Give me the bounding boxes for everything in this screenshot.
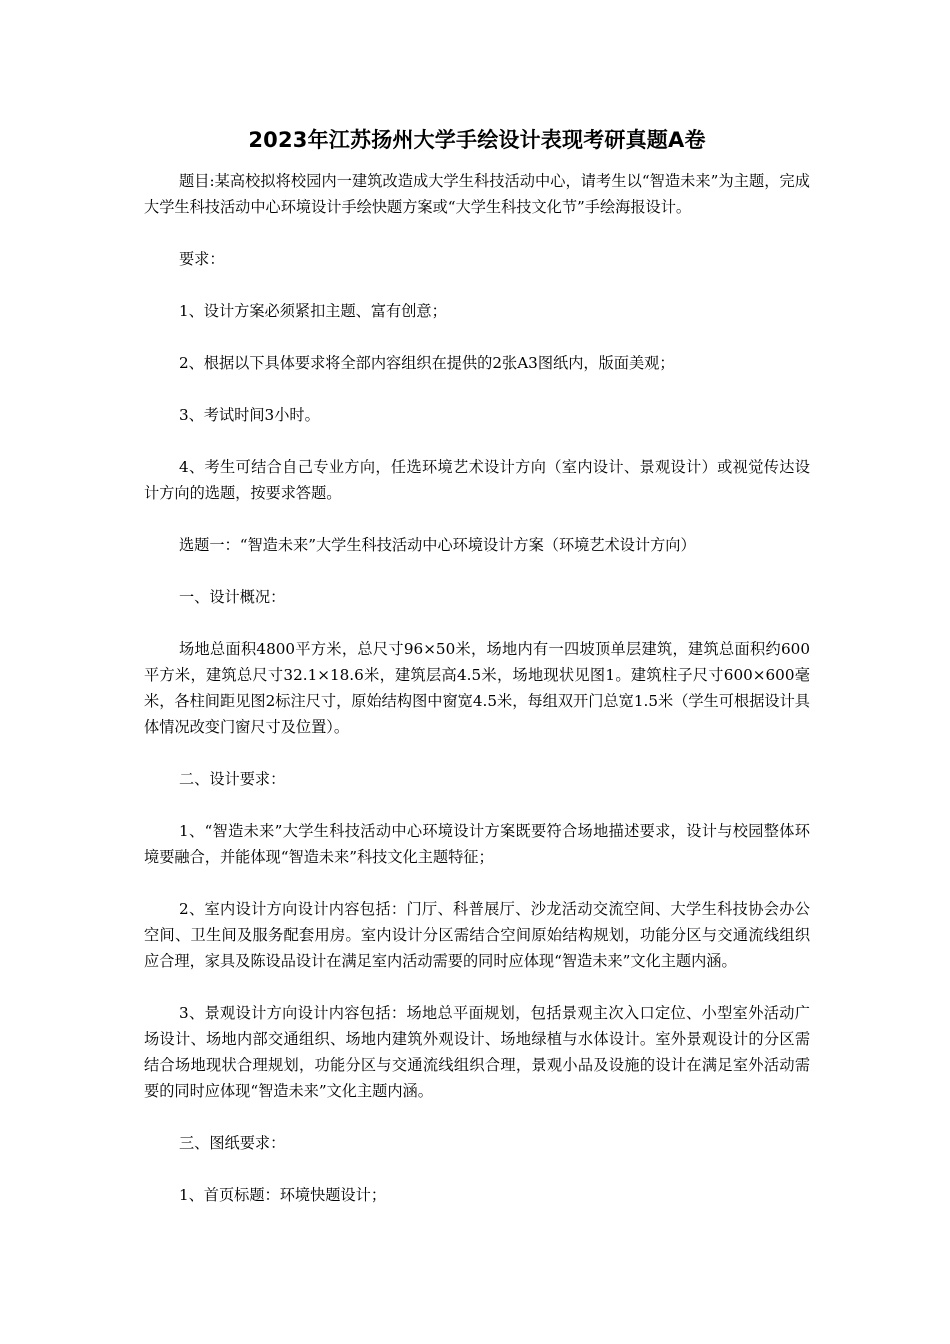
paragraph-requirements-heading: 要求： — [178, 250, 225, 268]
document-title: 2023年江苏扬州大学手绘设计表现考研真题A卷 — [248, 128, 706, 152]
section-heading-design-requirements: 二、设计要求： — [178, 770, 286, 788]
paragraph-design-requirement-1: 1、“智造未来”大学生科技活动中心环境设计方案既要符合场地描述要求，设计与校园整体环境要融合，并能体现“智造未来”科技文化主题特征； — [144, 822, 810, 866]
paragraph-drawing-requirement-1: 1、首页标题：环境快题设计； — [178, 1186, 387, 1204]
paragraph-design-requirement-2: 2、室内设计方向设计内容包括：门厅、科普展厅、沙龙活动交流空间、大学生科技协会办公空间、卫生间及服务配套用房。室内设计分区需结合空间原始结构规划，功能分区与交通流线组织应合理，家具及陈设品设计在满足室内活动需要的同时应体现“智造未来”文化主题内涵。 — [144, 900, 810, 970]
paragraph-design-requirement-3: 3、景观设计方向设计内容包括：场地总平面规划，包括景观主次入口定位、小型室外活动广场设计、场地内部交通组织、场地内建筑外观设计、场地绿植与水体设计。室外景观设计的分区需结合场地现状合理规划，功能分区与交通流线组织合理，景观小品及设施的设计在满足室外活动需要的同时应体现“智造未来”文化主题内涵。 — [144, 1004, 810, 1100]
section-heading-overview: 一、设计概况： — [178, 588, 286, 606]
paragraph-requirement-4: 4、考生可结合自己专业方向，任选环境艺术设计方向（室内设计、景观设计）或视觉传达设计方向的选题，按要求答题。 — [144, 458, 810, 502]
paragraph-requirement-3: 3、考试时间3小时。 — [178, 406, 320, 424]
paragraph-requirement-1: 1、设计方案必须紧扣主题、富有创意； — [178, 302, 447, 320]
paragraph-overview: 场地总面积4800平方米，总尺寸96×50米，场地内有一四坡顶单层建筑，建筑总面积约600平方米，建筑总尺寸32.1×18.6米，建筑层高4.5米，场地现状见图1。建筑柱子尺寸600×600毫米，各柱间距见图2标注尺寸，原始结构图中窗宽4.5米，每组双开门总宽1.5米（学生可根据设计具体情况改变门窗尺寸及位置）。 — [144, 640, 810, 736]
paragraph-option-1: 选题一：“智造未来”大学生科技活动中心环境设计方案（环境艺术设计方向） — [178, 536, 696, 554]
section-heading-drawing-requirements: 三、图纸要求： — [178, 1134, 286, 1152]
paragraph-requirement-2: 2、根据以下具体要求将全部内容组织在提供的2张A3图纸内，版面美观； — [178, 354, 675, 372]
paragraph-topic: 题目:某高校拟将校园内一建筑改造成大学生科技活动中心，请考生以“智造未来”为主题，完成大学生科技活动中心环境设计手绘快题方案或“大学生科技文化节”手绘海报设计。 — [144, 172, 810, 216]
